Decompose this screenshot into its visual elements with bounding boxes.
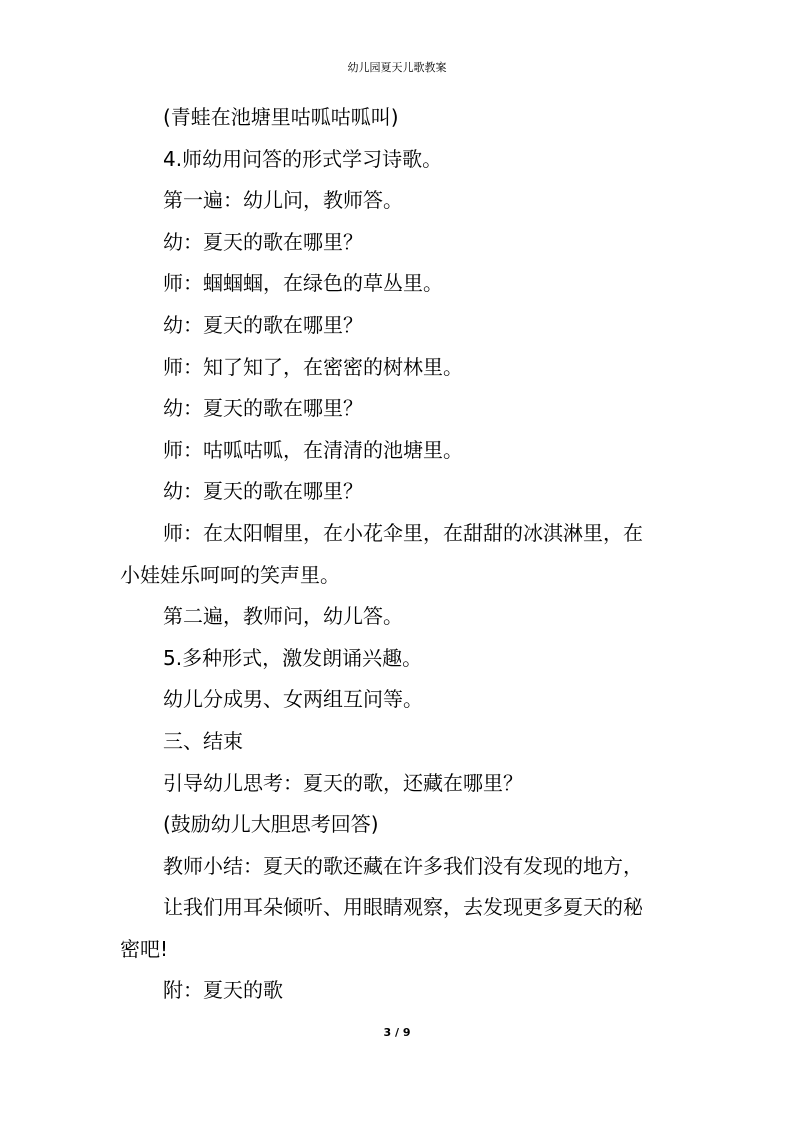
text-line: (青蛙在池塘里咕呱咕呱叫) — [163, 105, 399, 129]
text-line: 密吧! — [120, 936, 169, 961]
page-header: 幼儿园夏天儿歌教案 — [347, 61, 447, 74]
document-body — [120, 97, 700, 1012]
text-line: 第一遍：幼儿问，教师答。 — [163, 188, 403, 213]
text-line: 让我们用耳朵倾听、用眼睛观察，去发现更多夏天的秘 — [163, 895, 643, 920]
text-line: 幼：夏天的歌在哪里？ — [163, 479, 363, 504]
text-line: 师：咕呱咕呱，在清清的池塘里。 — [163, 437, 463, 462]
text-line: 第二遍，教师问，幼儿答。 — [163, 604, 403, 629]
text-line: 小娃娃乐呵呵的笑声里。 — [120, 562, 340, 587]
text-line: (鼓励幼儿大胆思考回答) — [163, 812, 379, 837]
text-line: 引导幼儿思考：夏天的歌，还藏在哪里？ — [163, 770, 523, 795]
section-heading: 三、结束 — [163, 728, 243, 753]
text-line: 幼：夏天的歌在哪里？ — [163, 229, 363, 254]
page-number: 3 / 9 — [383, 1026, 411, 1039]
text-line: 5.多种形式，激发朗诵兴趣。 — [163, 645, 423, 670]
text-line: 师：在太阳帽里，在小花伞里，在甜甜的冰淇淋里，在 — [163, 520, 643, 545]
text-line: 幼：夏天的歌在哪里？ — [163, 312, 363, 337]
text-line: 幼儿分成男、女两组互问等。 — [163, 687, 423, 712]
text-line: 师：知了知了，在密密的树林里。 — [163, 354, 463, 379]
text-line: 师：蝈蝈蝈，在绿色的草丛里。 — [163, 271, 443, 296]
text-line: 幼：夏天的歌在哪里？ — [163, 396, 363, 421]
text-line: 教师小结：夏天的歌还藏在许多我们没有发现的地方， — [163, 853, 643, 878]
text-line: 附：夏天的歌 — [163, 978, 283, 1003]
text-line: 4.师幼用问答的形式学习诗歌。 — [163, 146, 443, 171]
